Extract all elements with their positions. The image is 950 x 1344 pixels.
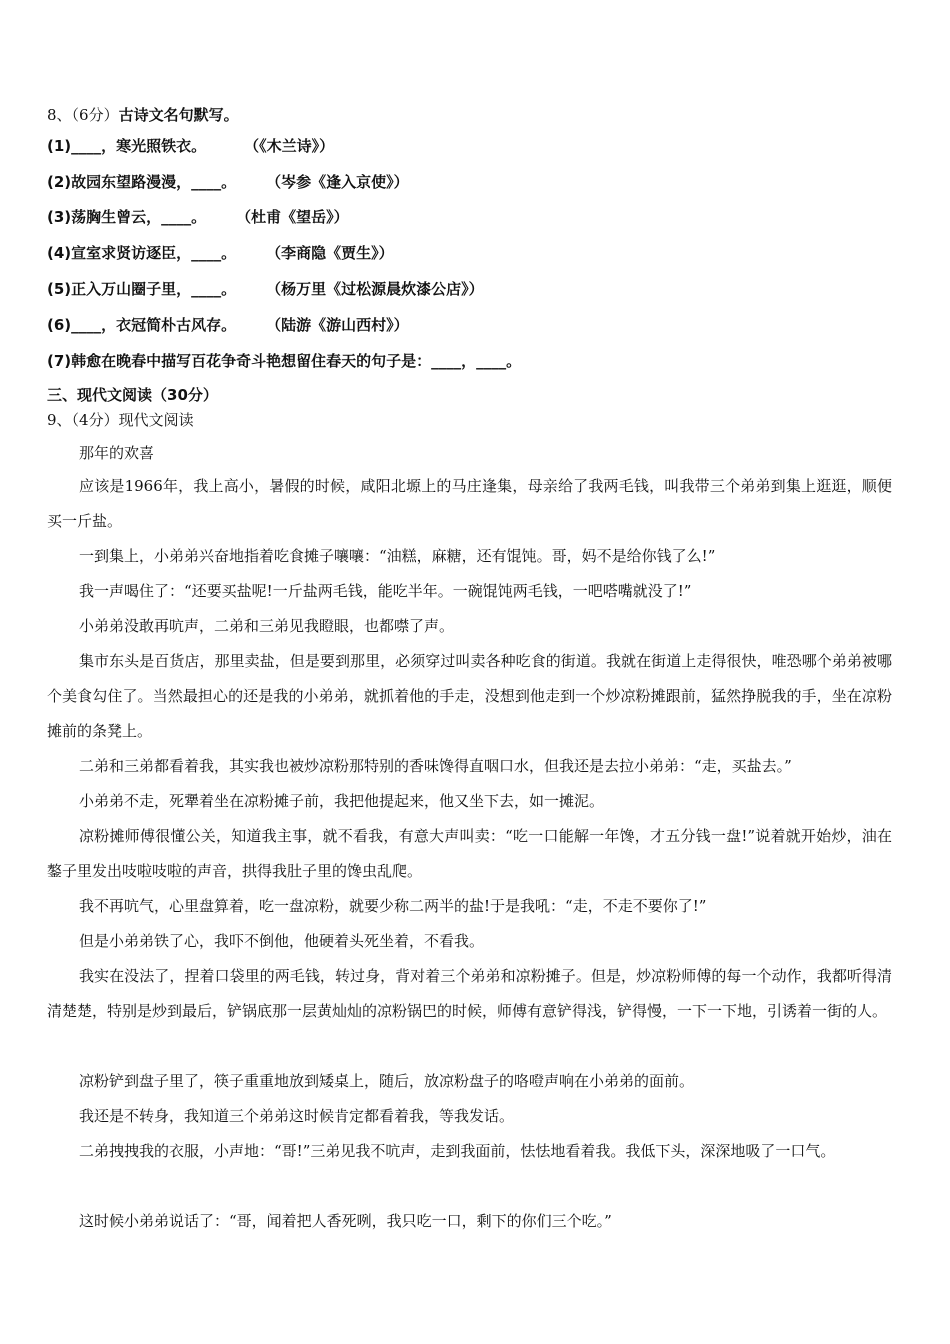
q8-item-5: [47, 278, 484, 300]
section-heading: 三、现代文阅读（30分）: [47, 386, 218, 404]
q8-score: （6分）: [71, 106, 119, 124]
article-paragraph-10: 但是小弟弟铁了心，我吓不倒他，他硬着头死坐着，不看我。: [79, 932, 485, 950]
q8-item-text: (3)荡胸生曾云，____。: [47, 208, 207, 226]
q8-item-source: （岑参《逢入京使》）: [266, 173, 409, 191]
q8-item-7: [47, 350, 521, 372]
article-paragraph-8: 凉粉摊师傅很懂公关，知道我主事，就不看我，有意大声叫卖：“吃一口能解一年馋，才五分钱一盘!”说着就开始炒，油在鏊子里发出吱啦吱啦的声音，拱得我肚子里的馋虫乱爬。: [47, 827, 892, 880]
article-paragraph-5: 集市东头是百货店，那里卖盐，但是要到那里，必须穿过叫卖各种吃食的街道。我就在街道上走得很快，唯恐哪个弟弟被哪个美食勾住了。当然最担心的还是我的小弟弟，就抓着他的手走，没想到他走到一个炒凉粉摊跟前，猛然挣脱我的手，坐在凉粉摊前的条凳上。: [47, 652, 892, 740]
article-paragraph-3: 我一声喝住了：“还要买盐呢!一斤盐两毛钱，能吃半年。一碗馄饨两毛钱，一吧嗒嘴就没了!”: [79, 582, 692, 600]
q8-item-source: （《木兰诗》）: [244, 137, 335, 155]
q8-item-4: [47, 242, 394, 264]
article-paragraph-4: 小弟弟没敢再吭声，二弟和三弟见我瞪眼，也都噤了声。: [79, 617, 455, 635]
article-paragraph-9: 我不再吭气，心里盘算着，吃一盘凉粉，就要少称二两半的盐!于是我吼：“走，不走不要你了!”: [79, 897, 707, 915]
article-title: 那年的欢喜: [79, 444, 155, 462]
q8-item-6: [47, 314, 409, 336]
q8-item-text: (2)故园东望路漫漫，____。: [47, 173, 237, 191]
article-paragraph-2: 一到集上，小弟弟兴奋地指着吃食摊子嚷嚷：“油糕，麻糖，还有馄饨。哥，妈不是给你钱了么!”: [79, 547, 716, 565]
q8-item-text: (6)____，衣冠简朴古风存。: [47, 316, 237, 334]
q8-item-source: （杨万里《过松源晨炊漆公店》）: [266, 280, 484, 298]
article-paragraph-7: 小弟弟不走，死犟着坐在凉粉摊子前，我把他提起来，他又坐下去，如一摊泥。: [79, 792, 605, 810]
article-paragraph-14: 二弟拽拽我的衣服，小声地：“哥!”三弟见我不吭声，走到我面前，怯怯地看着我。我低下头，深深地吸了一口气。: [79, 1142, 836, 1160]
article-paragraph-11: 我实在没法了，捏着口袋里的两毛钱，转过身，背对着三个弟弟和凉粉摊子。但是，炒凉粉师傅的每一个动作，我都听得清清楚楚，特别是炒到最后，铲锅底那一层黄灿灿的凉粉锅巴的时候，师傅有意铲得浅，铲得慢，一下一下地，引诱着一街的人。: [47, 967, 892, 1020]
q8-item-source: （杜甫《望岳》）: [236, 208, 349, 226]
q8-number: 8、: [47, 106, 72, 124]
q8-item-3: [47, 206, 349, 228]
q8-item-2: [47, 171, 409, 193]
q8-item-1: [47, 135, 334, 157]
q9-header: 9、（4分）现代文阅读: [47, 411, 194, 429]
q8-item-text: (5)正入万山圈子里，____。: [47, 280, 237, 298]
article-paragraph-6: 二弟和三弟都看着我，其实我也被炒凉粉那特别的香味馋得直咽口水，但我还是去拉小弟弟：“走，买盐去。”: [79, 757, 792, 775]
article-paragraph-1: 应该是1966年，我上高小，暑假的时候，咸阳北塬上的马庄逢集，母亲给了我两毛钱，叫我带三个弟弟到集上逛逛，顺便买一斤盐。: [47, 477, 892, 530]
q8-item-source: （陆游《游山西村》）: [266, 316, 409, 334]
article-paragraph-12: 凉粉铲到盘子里了，筷子重重地放到矮桌上，随后，放凉粉盘子的咯噔声响在小弟弟的面前。: [79, 1072, 695, 1090]
q8-header: [47, 104, 239, 126]
q8-item-text: (1)____，寒光照铁衣。: [47, 137, 207, 155]
article-paragraph-13: 我还是不转身，我知道三个弟弟这时候肯定都看着我，等我发话。: [79, 1107, 515, 1125]
article-paragraph-15: 这时候小弟弟说话了：“哥，闻着把人香死咧，我只吃一口，剩下的你们三个吃。”: [79, 1212, 612, 1230]
q8-item-text: (4)宣室求贤访逐臣，____。: [47, 244, 237, 262]
q8-item-text: (7)韩愈在晚春中描写百花争奇斗艳想留住春天的句子是：____，____。: [47, 352, 522, 370]
q8-item-source: （李商隐《贾生》）: [266, 244, 394, 262]
q8-prompt: 古诗文名句默写。: [118, 106, 239, 124]
